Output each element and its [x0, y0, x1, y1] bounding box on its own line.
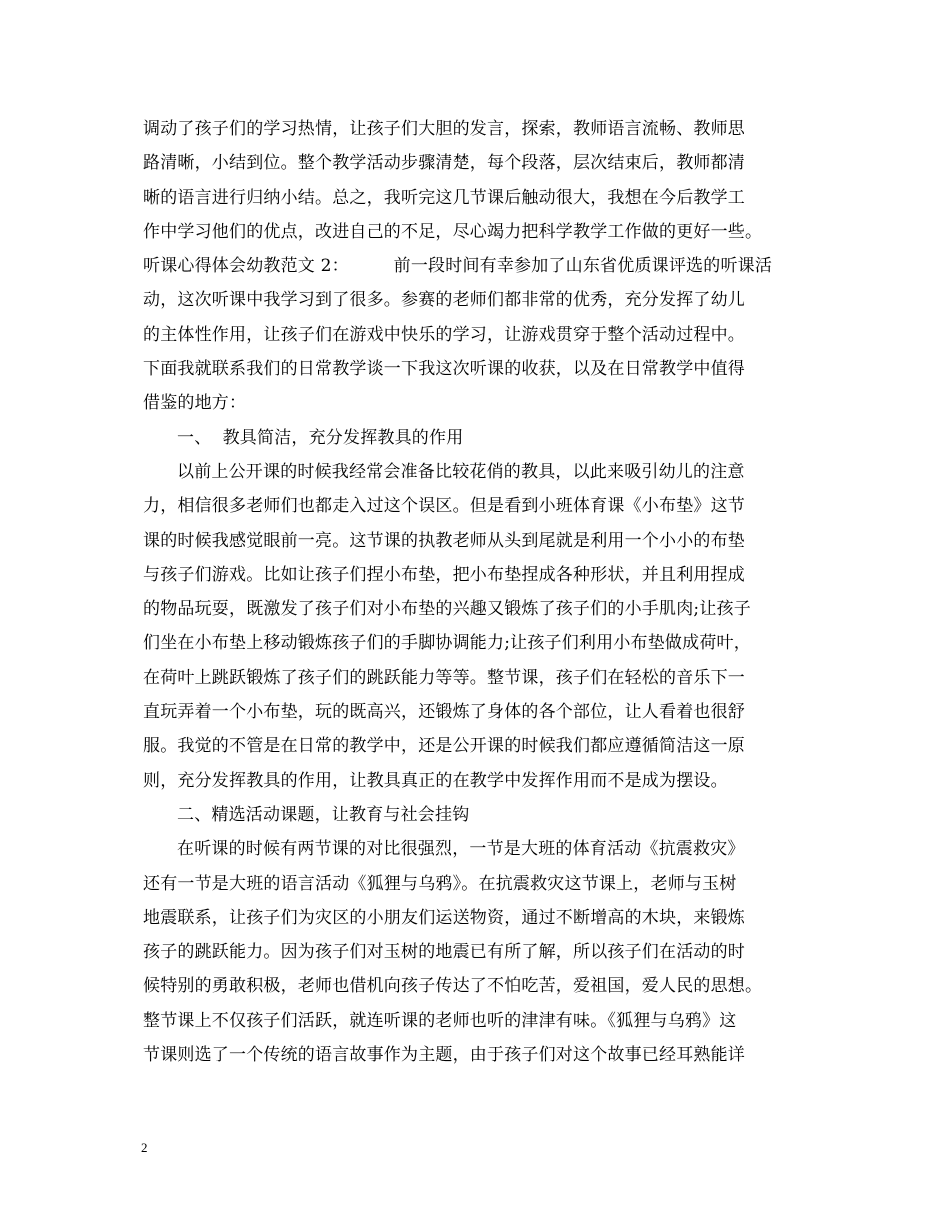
- text-line: 听课心得体会幼教范文 2： 前一段时间有幸参加了山东省优质课评选的听课活: [143, 256, 773, 277]
- text-line: 服。我觉的不管是在日常的教学中，还是公开课的时候我们都应遵循简洁这一原: [143, 736, 745, 757]
- text-line: 路清晰，小结到位。整个教学活动步骤清楚，每个段落，层次结束后，教师都清: [143, 153, 745, 174]
- text-line: 地震联系，让孩子们为灾区的小朋友们运送物资，通过不断增高的木块，来锻炼: [143, 907, 745, 928]
- page-number: 2: [141, 1140, 148, 1155]
- text-line: 在荷叶上跳跃锻炼了孩子们的跳跃能力等等。整节课，孩子们在轻松的音乐下一: [143, 667, 745, 688]
- text-line: 们坐在小布垫上移动锻炼孩子们的手脚协调能力;让孩子们利用小布垫做成荷叶，: [143, 633, 751, 654]
- text-line: 孩子的跳跃能力。因为孩子们对玉树的地震已有所了解，所以孩子们在活动的时: [143, 942, 745, 963]
- text-line: 的主体性作用，让孩子们在游戏中快乐的学习，让游戏贯穿于整个活动过程中。: [143, 324, 745, 345]
- text-line: 直玩弄着一个小布垫，玩的既高兴，还锻炼了身体的各个部位，让人看着也很舒: [143, 702, 745, 723]
- text-line: 晰的语言进行归纳小结。总之，我听完这几节课后触动很大，我想在今后教学工: [143, 187, 745, 208]
- text-line: 节课则选了一个传统的语言故事作为主题，由于孩子们对这个故事已经耳熟能详: [143, 1045, 745, 1066]
- text-line: 课的时候我感觉眼前一亮。这节课的执教老师从头到尾就是利用一个小小的布垫: [143, 530, 745, 551]
- section-heading: 二、精选活动课题，让教育与社会挂钩: [177, 804, 470, 825]
- text-line: 候特别的勇敢积极，老师也借机向孩子传达了不怕吃苦，爱祖国，爱人民的思想。: [143, 976, 763, 997]
- text-line: 的物品玩耍，既激发了孩子们对小布垫的兴趣又锻炼了孩子们的小手肌肉;让孩子: [143, 599, 751, 620]
- text-line: 下面我就联系我们的日常教学谈一下我这次听课的收获，以及在日常教学中值得: [143, 359, 745, 380]
- text-line: 整节课上不仅孩子们活跃，就连听课的老师也听的津津有味。《狐狸与乌鸦》这: [143, 1010, 737, 1031]
- text-line: 在听课的时候有两节课的对比很强烈，一节是大班的体育活动《抗震救灾》: [177, 839, 745, 860]
- text-line: 则，充分发挥教具的作用，让教具真正的在教学中发挥作用而不是成为摆设。: [143, 770, 728, 791]
- text-line: 还有一节是大班的语言活动《狐狸与乌鸦》。在抗震救灾这节课上，老师与玉树: [143, 873, 737, 894]
- text-line: 与孩子们游戏。比如让孩子们捏小布垫，把小布垫捏成各种形状，并且利用捏成: [143, 564, 745, 585]
- text-line: 作中学习他们的优点，改进自己的不足，尽心竭力把科学教学工作做的更好一些。: [143, 221, 763, 242]
- text-line: 以前上公开课的时候我经常会准备比较花俏的教具，以此来吸引幼儿的注意: [177, 461, 745, 482]
- section-heading: 一、 教具简洁，充分发挥教具的作用: [177, 427, 464, 448]
- text-line: 力，相信很多老师们也都走入过这个误区。但是看到小班体育课《小布垫》这节: [143, 496, 745, 517]
- text-line: 动，这次听课中我学习到了很多。参赛的老师们都非常的优秀，充分发挥了幼儿: [143, 290, 745, 311]
- text-line: 借鉴的地方：: [143, 393, 247, 414]
- text-line: 调动了孩子们的学习热情，让孩子们大胆的发言，探索，教师语言流畅、教师思: [143, 119, 745, 139]
- body-text: [143, 112, 823, 1072]
